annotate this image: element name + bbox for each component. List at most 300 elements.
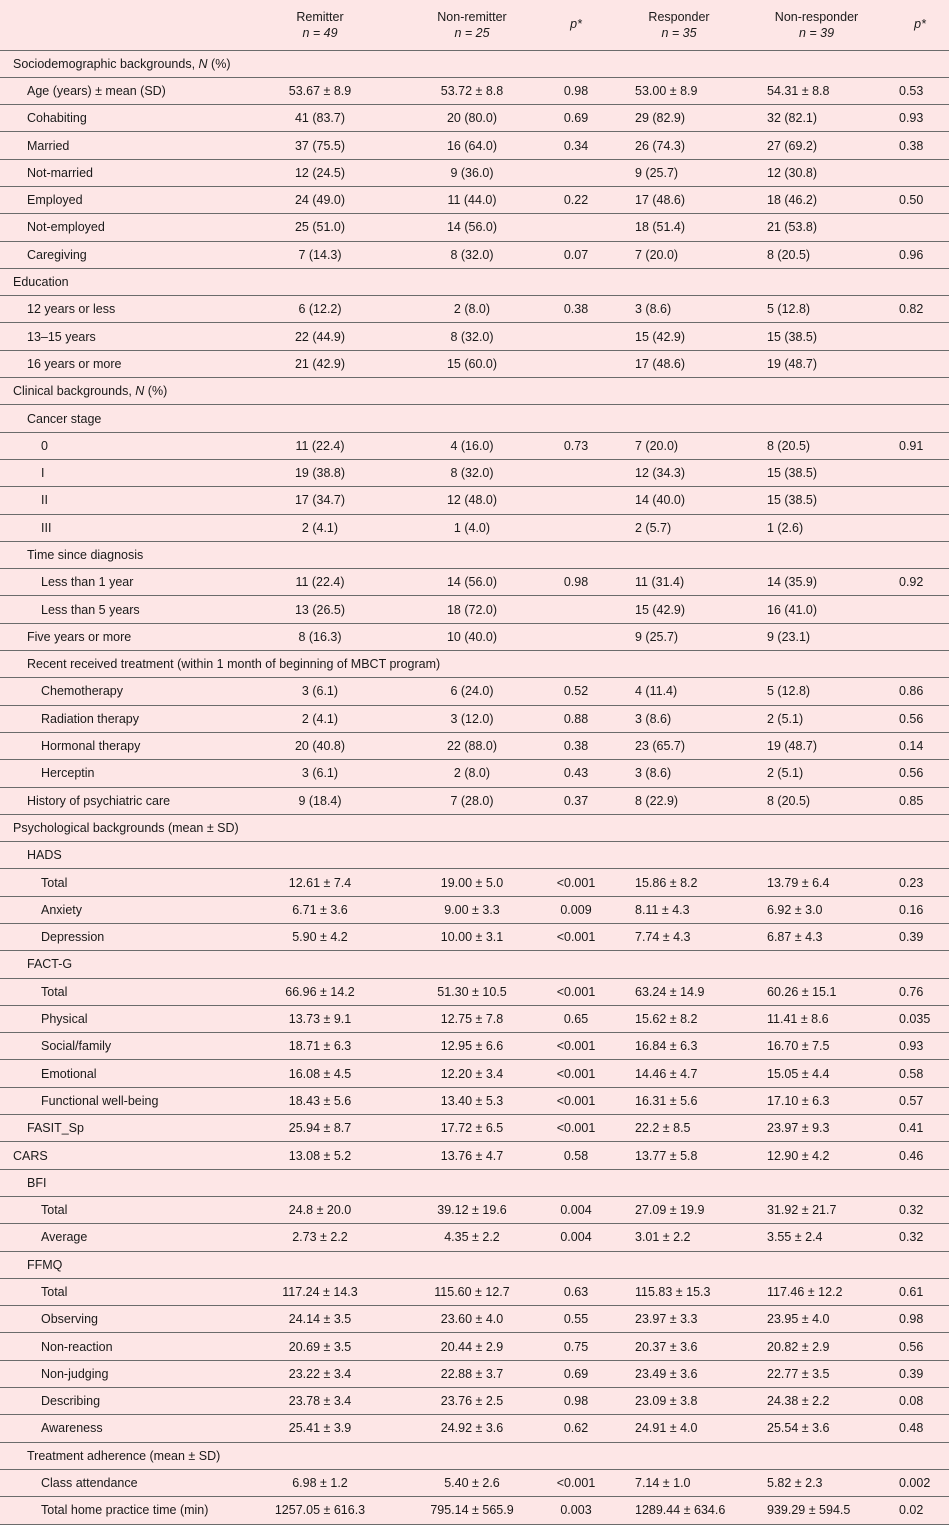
row-label-tail: (%) [207, 56, 231, 71]
row-label-text: Less than 1 year [41, 575, 134, 590]
p-response-value: 0.32 [891, 1224, 949, 1251]
section-row [0, 268, 949, 295]
header-p-remission [536, 0, 616, 50]
row-label [0, 1087, 232, 1114]
responder-value: 23.97 ± 3.3 [616, 1306, 742, 1333]
row-label-text: Psychological backgrounds (mean ± SD) [13, 820, 239, 835]
nonremitter-value: 16 (64.0) [408, 132, 536, 159]
remitter-value: 13.73 ± 9.1 [232, 1005, 408, 1032]
remitter-value: 37 (75.5) [232, 132, 408, 159]
header-p-remission-label: p* [570, 17, 582, 32]
p-remission-value: 0.22 [536, 186, 616, 213]
responder-value: 14 (40.0) [616, 487, 742, 514]
nonresponder-value: 18 (46.2) [742, 186, 891, 213]
row-label [0, 842, 949, 869]
section-row [0, 378, 949, 405]
row-label-text: HADS [27, 848, 62, 863]
p-remission-value: 0.63 [536, 1278, 616, 1305]
nonremitter-value: 10.00 ± 3.1 [408, 924, 536, 951]
section-row [0, 405, 949, 432]
table-row [0, 1469, 949, 1496]
row-label [0, 1033, 232, 1060]
header-nonresponder-n: n = 39 [798, 26, 835, 40]
row-label [0, 787, 232, 814]
remitter-value: 11 (22.4) [232, 569, 408, 596]
p-remission-value: 0.003 [536, 1497, 616, 1524]
row-label [0, 1251, 949, 1278]
p-response-value: 0.56 [891, 1333, 949, 1360]
row-label [0, 1306, 232, 1333]
row-label [0, 1442, 949, 1469]
row-label-text: Physical [41, 1012, 88, 1027]
table-row [0, 1415, 949, 1442]
remitter-value: 20 (40.8) [232, 732, 408, 759]
responder-value: 16.84 ± 6.3 [616, 1033, 742, 1060]
nonresponder-value: 12 (30.8) [742, 159, 891, 186]
row-label [0, 77, 232, 104]
responder-value: 17 (48.6) [616, 186, 742, 213]
nonremitter-value: 13.76 ± 4.7 [408, 1142, 536, 1169]
nonremitter-value: 14 (56.0) [408, 214, 536, 241]
nonresponder-value: 6.87 ± 4.3 [742, 924, 891, 951]
table-row [0, 924, 949, 951]
p-remission-value: 0.65 [536, 1005, 616, 1032]
row-label [0, 1142, 232, 1169]
nonresponder-value: 2 (5.1) [742, 705, 891, 732]
p-remission-value: 0.75 [536, 1333, 616, 1360]
responder-value: 23.09 ± 3.8 [616, 1388, 742, 1415]
row-label-text: Herceptin [41, 766, 95, 781]
row-label-text: CARS [13, 1148, 48, 1163]
p-response-value: 0.002 [891, 1469, 949, 1496]
table-row [0, 596, 949, 623]
nonremitter-value: 12.20 ± 3.4 [408, 1060, 536, 1087]
responder-value: 7 (20.0) [616, 432, 742, 459]
p-response-value: 0.58 [891, 1060, 949, 1087]
row-label [0, 678, 232, 705]
table-row [0, 1360, 949, 1387]
responder-value: 23.49 ± 3.6 [616, 1360, 742, 1387]
p-response-value: 0.48 [891, 1415, 949, 1442]
remitter-value: 11 (22.4) [232, 432, 408, 459]
nonremitter-value: 10 (40.0) [408, 623, 536, 650]
remitter-value: 66.96 ± 14.2 [232, 978, 408, 1005]
table-row [0, 459, 949, 486]
nonresponder-value: 15 (38.5) [742, 323, 891, 350]
p-remission-value: 0.52 [536, 678, 616, 705]
nonresponder-value: 17.10 ± 6.3 [742, 1087, 891, 1114]
header-responder-label: Responder [648, 10, 710, 24]
section-row [0, 1442, 949, 1469]
row-label [0, 705, 232, 732]
row-label [0, 405, 949, 432]
p-remission-value: 0.38 [536, 296, 616, 323]
remitter-value: 25 (51.0) [232, 214, 408, 241]
row-label-text: Functional well-being [41, 1093, 159, 1108]
p-remission-value: 0.38 [536, 732, 616, 759]
row-label-text: Average [41, 1230, 88, 1245]
header-row [0, 0, 949, 50]
table-row [0, 1142, 949, 1169]
p-response-value: 0.32 [891, 1196, 949, 1223]
row-label-text: Total [41, 984, 68, 999]
responder-value: 9 (25.7) [616, 623, 742, 650]
nonresponder-value: 5 (12.8) [742, 678, 891, 705]
row-label-text: Hormonal therapy [41, 739, 141, 754]
p-remission-value: 0.43 [536, 760, 616, 787]
row-label-text: Total [41, 1203, 68, 1218]
nonremitter-value: 12 (48.0) [408, 487, 536, 514]
row-label [0, 651, 949, 678]
responder-value: 18 (51.4) [616, 214, 742, 241]
row-label-text: III [41, 520, 52, 535]
table-row [0, 732, 949, 759]
nonresponder-value: 20.82 ± 2.9 [742, 1333, 891, 1360]
remitter-value: 8 (16.3) [232, 623, 408, 650]
nonremitter-value: 23.76 ± 2.5 [408, 1388, 536, 1415]
header-nonresponder [742, 0, 891, 50]
table-row [0, 1278, 949, 1305]
row-label-text: Married [27, 138, 70, 153]
p-response-value: 0.23 [891, 869, 949, 896]
table-row [0, 623, 949, 650]
row-label-text: Recent received treatment (within 1 month of beginning of MBCT program) [27, 657, 441, 672]
row-label-text: Class attendance [41, 1476, 138, 1491]
p-response-value: 0.76 [891, 978, 949, 1005]
p-remission-value: 0.58 [536, 1142, 616, 1169]
p-remission-value: 0.98 [536, 1388, 616, 1415]
p-remission-value [536, 323, 616, 350]
p-remission-value: 0.62 [536, 1415, 616, 1442]
nonresponder-value: 117.46 ± 12.2 [742, 1278, 891, 1305]
responder-value: 11 (31.4) [616, 569, 742, 596]
row-label-italic: N [198, 56, 208, 71]
row-label [0, 296, 232, 323]
row-label-italic: N [135, 384, 145, 399]
row-label-text: Observing [41, 1312, 98, 1327]
table-row [0, 760, 949, 787]
remitter-value: 18.71 ± 6.3 [232, 1033, 408, 1060]
row-label-text: FASIT_Sp [27, 1121, 84, 1136]
p-remission-value: <0.001 [536, 1115, 616, 1142]
remitter-value: 41 (83.7) [232, 105, 408, 132]
responder-value: 24.91 ± 4.0 [616, 1415, 742, 1442]
responder-value: 12 (34.3) [616, 459, 742, 486]
remitter-value: 16.08 ± 4.5 [232, 1060, 408, 1087]
row-label [0, 323, 232, 350]
p-response-value: 0.16 [891, 896, 949, 923]
responder-value: 26 (74.3) [616, 132, 742, 159]
nonresponder-value: 19 (48.7) [742, 350, 891, 377]
table-row [0, 323, 949, 350]
nonresponder-value: 9 (23.1) [742, 623, 891, 650]
nonresponder-value: 22.77 ± 3.5 [742, 1360, 891, 1387]
row-label [0, 1169, 949, 1196]
row-label-text: Depression [41, 930, 105, 945]
row-label-tail: (%) [144, 384, 168, 399]
row-label-text: Anxiety [41, 902, 82, 917]
responder-value: 22.2 ± 8.5 [616, 1115, 742, 1142]
nonresponder-value: 16.70 ± 7.5 [742, 1033, 891, 1060]
p-response-value: 0.035 [891, 1005, 949, 1032]
nonresponder-value: 31.92 ± 21.7 [742, 1196, 891, 1223]
responder-value: 9 (25.7) [616, 159, 742, 186]
nonremitter-value: 24.92 ± 3.6 [408, 1415, 536, 1442]
remitter-value: 21 (42.9) [232, 350, 408, 377]
p-remission-value [536, 623, 616, 650]
responder-value: 3 (8.6) [616, 760, 742, 787]
header-remitter-n: n = 49 [302, 26, 338, 40]
responder-value: 3 (8.6) [616, 296, 742, 323]
row-label-text: Not-employed [27, 220, 105, 235]
responder-value: 17 (48.6) [616, 350, 742, 377]
table-row [0, 1087, 949, 1114]
row-label [0, 432, 232, 459]
p-remission-value: 0.98 [536, 569, 616, 596]
p-response-value [891, 350, 949, 377]
row-label [0, 1196, 232, 1223]
nonresponder-value: 14 (35.9) [742, 569, 891, 596]
remitter-value: 22 (44.9) [232, 323, 408, 350]
remitter-value: 2 (4.1) [232, 514, 408, 541]
row-label-text: Total [41, 1285, 68, 1299]
row-label-text: Emotional [41, 1066, 97, 1081]
row-label [0, 50, 949, 77]
nonresponder-value: 15 (38.5) [742, 459, 891, 486]
nonremitter-value: 4.35 ± 2.2 [408, 1224, 536, 1251]
nonresponder-value: 5.82 ± 2.3 [742, 1469, 891, 1496]
remitter-value: 19 (38.8) [232, 459, 408, 486]
remitter-value: 24 (49.0) [232, 186, 408, 213]
section-row [0, 1169, 949, 1196]
responder-value: 3.01 ± 2.2 [616, 1224, 742, 1251]
nonremitter-value: 8 (32.0) [408, 459, 536, 486]
row-label [0, 487, 232, 514]
row-label [0, 924, 232, 951]
section-row [0, 1251, 949, 1278]
nonresponder-value: 16 (41.0) [742, 596, 891, 623]
row-label [0, 1415, 232, 1442]
row-label-text: Cancer stage [27, 411, 102, 426]
row-label-text: Cohabiting [27, 111, 87, 126]
row-label-text: Treatment adherence (mean ± SD) [27, 1448, 221, 1463]
p-remission-value: <0.001 [536, 1033, 616, 1060]
row-label [0, 132, 232, 159]
p-response-value [891, 323, 949, 350]
nonremitter-value: 17.72 ± 6.5 [408, 1115, 536, 1142]
p-response-value: 0.53 [891, 77, 949, 104]
nonremitter-value: 3 (12.0) [408, 705, 536, 732]
nonremitter-value: 2 (8.0) [408, 760, 536, 787]
row-label-text: Education [13, 275, 69, 290]
table-row [0, 159, 949, 186]
nonresponder-value: 8 (20.5) [742, 787, 891, 814]
row-label [0, 1469, 232, 1496]
row-label-text: Clinical backgrounds, [13, 384, 136, 399]
nonresponder-value: 23.97 ± 9.3 [742, 1115, 891, 1142]
section-row [0, 651, 949, 678]
responder-value: 2 (5.7) [616, 514, 742, 541]
responder-value: 7 (20.0) [616, 241, 742, 268]
nonremitter-value: 12.95 ± 6.6 [408, 1033, 536, 1060]
table-row [0, 678, 949, 705]
row-label [0, 569, 232, 596]
nonresponder-value: 27 (69.2) [742, 132, 891, 159]
nonremitter-value: 9.00 ± 3.3 [408, 896, 536, 923]
nonresponder-value: 8 (20.5) [742, 432, 891, 459]
p-remission-value: 0.69 [536, 1360, 616, 1387]
nonresponder-value: 21 (53.8) [742, 214, 891, 241]
row-label-text: Five years or more [27, 629, 132, 644]
section-row [0, 541, 949, 568]
row-label [0, 596, 232, 623]
p-response-value: 0.14 [891, 732, 949, 759]
remitter-value: 23.78 ± 3.4 [232, 1388, 408, 1415]
nonresponder-value: 12.90 ± 4.2 [742, 1142, 891, 1169]
table-row [0, 705, 949, 732]
responder-value: 15 (42.9) [616, 596, 742, 623]
p-remission-value: 0.07 [536, 241, 616, 268]
nonremitter-value: 20 (80.0) [408, 105, 536, 132]
row-label [0, 1388, 232, 1415]
nonremitter-value: 22 (88.0) [408, 732, 536, 759]
responder-value: 7.14 ± 1.0 [616, 1469, 742, 1496]
header-nonremitter [408, 0, 536, 50]
nonremitter-value: 15 (60.0) [408, 350, 536, 377]
p-response-value: 0.02 [891, 1497, 949, 1524]
row-label-text: Social/family [41, 1039, 112, 1054]
responder-value: 3 (8.6) [616, 705, 742, 732]
p-response-value [891, 487, 949, 514]
table-row [0, 105, 949, 132]
table-row [0, 1497, 949, 1524]
row-label-text: Non-reaction [41, 1339, 113, 1354]
nonresponder-value: 13.79 ± 6.4 [742, 869, 891, 896]
p-remission-value [536, 596, 616, 623]
nonremitter-value: 2 (8.0) [408, 296, 536, 323]
p-remission-value [536, 214, 616, 241]
table-row [0, 296, 949, 323]
nonremitter-value: 18 (72.0) [408, 596, 536, 623]
nonresponder-value: 25.54 ± 3.6 [742, 1415, 891, 1442]
row-label-text: I [41, 466, 45, 481]
row-label-text: Age (years) ± mean (SD) [27, 83, 166, 98]
table-row [0, 1388, 949, 1415]
nonremitter-value: 9 (36.0) [408, 159, 536, 186]
table-row [0, 869, 949, 896]
remitter-value: 6.98 ± 1.2 [232, 1469, 408, 1496]
row-label [0, 760, 232, 787]
header-nonremitter-n: n = 25 [454, 26, 490, 40]
p-remission-value: <0.001 [536, 1469, 616, 1496]
row-label [0, 732, 232, 759]
table-row [0, 132, 949, 159]
p-response-value [891, 459, 949, 486]
nonresponder-value: 60.26 ± 15.1 [742, 978, 891, 1005]
row-label-text: Time since diagnosis [27, 547, 144, 562]
p-response-value: 0.92 [891, 569, 949, 596]
nonresponder-value: 19 (48.7) [742, 732, 891, 759]
p-response-value: 0.93 [891, 105, 949, 132]
row-label [0, 1360, 232, 1387]
nonresponder-value: 2 (5.1) [742, 760, 891, 787]
nonresponder-value: 6.92 ± 3.0 [742, 896, 891, 923]
header-responder-n: n = 35 [661, 26, 697, 40]
table-row [0, 1115, 949, 1142]
nonresponder-value: 23.95 ± 4.0 [742, 1306, 891, 1333]
p-response-value [891, 214, 949, 241]
p-remission-value: 0.004 [536, 1196, 616, 1223]
responder-value: 4 (11.4) [616, 678, 742, 705]
nonremitter-value: 6 (24.0) [408, 678, 536, 705]
nonremitter-value: 13.40 ± 5.3 [408, 1087, 536, 1114]
row-label [0, 896, 232, 923]
remitter-value: 12 (24.5) [232, 159, 408, 186]
p-response-value: 0.08 [891, 1388, 949, 1415]
header-label-cell [0, 0, 232, 50]
section-row [0, 50, 949, 77]
responder-value: 14.46 ± 4.7 [616, 1060, 742, 1087]
row-label-text: Less than 5 years [41, 602, 140, 617]
header-nonresponder-label: Non-responder [774, 10, 859, 24]
remitter-value: 13 (26.5) [232, 596, 408, 623]
remitter-value: 20.69 ± 3.5 [232, 1333, 408, 1360]
nonremitter-value: 8 (32.0) [408, 323, 536, 350]
table-row [0, 241, 949, 268]
nonresponder-value: 15.05 ± 4.4 [742, 1060, 891, 1087]
p-remission-value [536, 459, 616, 486]
row-label [0, 1060, 232, 1087]
nonresponder-value: 3.55 ± 2.4 [742, 1224, 891, 1251]
row-label-text: 16 years or more [27, 356, 122, 371]
p-response-value [891, 623, 949, 650]
remitter-value: 53.67 ± 8.9 [232, 77, 408, 104]
remitter-value: 117.24 ± 14.3 [232, 1278, 408, 1305]
header-remitter [232, 0, 408, 50]
p-remission-value: 0.009 [536, 896, 616, 923]
row-label [0, 214, 232, 241]
row-label-text: Total [41, 875, 68, 890]
nonresponder-value: 8 (20.5) [742, 241, 891, 268]
nonremitter-value: 20.44 ± 2.9 [408, 1333, 536, 1360]
header-nonremitter-label: Non-remitter [437, 10, 507, 24]
row-label-text: Sociodemographic backgrounds, [13, 56, 199, 71]
responder-value: 8 (22.9) [616, 787, 742, 814]
responder-value: 13.77 ± 5.8 [616, 1142, 742, 1169]
remitter-value: 1257.05 ± 616.3 [232, 1497, 408, 1524]
nonremitter-value: 11 (44.0) [408, 186, 536, 213]
remitter-value: 6 (12.2) [232, 296, 408, 323]
remitter-value: 13.08 ± 5.2 [232, 1142, 408, 1169]
row-label [0, 623, 232, 650]
table-row [0, 787, 949, 814]
nonresponder-value: 32 (82.1) [742, 105, 891, 132]
row-label-text: History of psychiatric care [27, 793, 171, 808]
p-response-value: 0.38 [891, 132, 949, 159]
p-response-value: 0.39 [891, 924, 949, 951]
p-remission-value [536, 514, 616, 541]
row-label [0, 186, 232, 213]
nonremitter-value: 795.14 ± 565.9 [408, 1497, 536, 1524]
row-label [0, 951, 949, 978]
nonremitter-value: 12.75 ± 7.8 [408, 1005, 536, 1032]
row-label [0, 159, 232, 186]
row-label-text: Caregiving [27, 247, 87, 262]
row-label-text: Chemotherapy [41, 684, 123, 699]
table-row [0, 1033, 949, 1060]
row-label [0, 459, 232, 486]
header-responder [616, 0, 742, 50]
